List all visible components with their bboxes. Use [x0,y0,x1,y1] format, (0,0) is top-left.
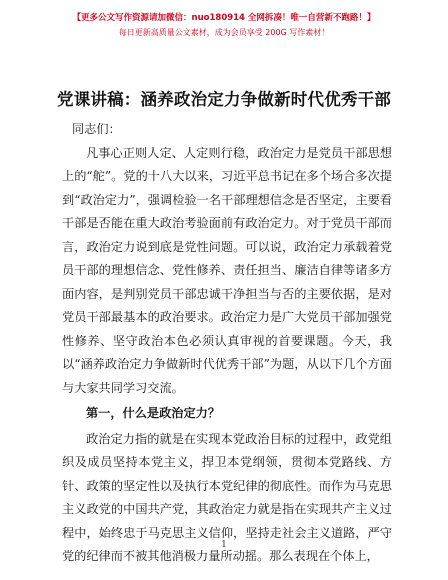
promo-banner-line-1: 【更多公文写作资源请加微信：nuo180914 全网拆凑！唯一自营新不跑路！】 [72,13,376,23]
page-number: 1 [221,540,227,550]
document-body [62,118,392,569]
paragraph-section-1: 政治定力指的就是在实现本党政治目标的过程中，政党组织及成员坚持本党主义，捍卫本党纲领，贯彻本党路线、方针、政策的坚定性以及执行本党纪律的彻底性。而作为马克思主义政党的中国共产党，其政治定力就是指在实现共产主义过程中，始终忠于马克思主义信仰，坚持走社会主义道路，严守党的纪律而不被其他消极力量所动摇。那么表现在个体上， [62,431,392,563]
promo-banner [0,12,448,39]
paragraph-intro: 凡事心正则人定、人定则行稳，政治定力是党员干部思想上的“舵”。党的十八大以来，习近平总书记在多个场合多次提到“政治定力”，强调检验一名干部理想信念是否坚定，主要看干部是否能在重大政治考验面前有政治定力。对于党员干部而言，政治定力说到底是党性问题。可以说，政治定力承载着党员干部的理想信念、党性修养、责任担当、廉洁自律等诸多方面内容，是判别党员干部忠诚干净担当与否的主要依据，是对党员干部最基本的政治要求。政治定力是广大党员干部加强党性修养、坚守政治本色必须认真审视的首要课题。今天，我以“涵养政治定力争做新时代优秀干部”为题，从以下几个方面与大家共同学习交流。 [62,145,392,395]
promo-banner-line-2: 每日更新高质量公文素材，成为会员享受 200G 写作素材！ [118,28,330,37]
document-title: 党课讲稿：涵养政治定力争做新时代优秀干部 [57,90,391,109]
section-heading-1: 第一，什么是政治定力？ [86,406,221,420]
salutation: 同志们： [72,122,121,136]
